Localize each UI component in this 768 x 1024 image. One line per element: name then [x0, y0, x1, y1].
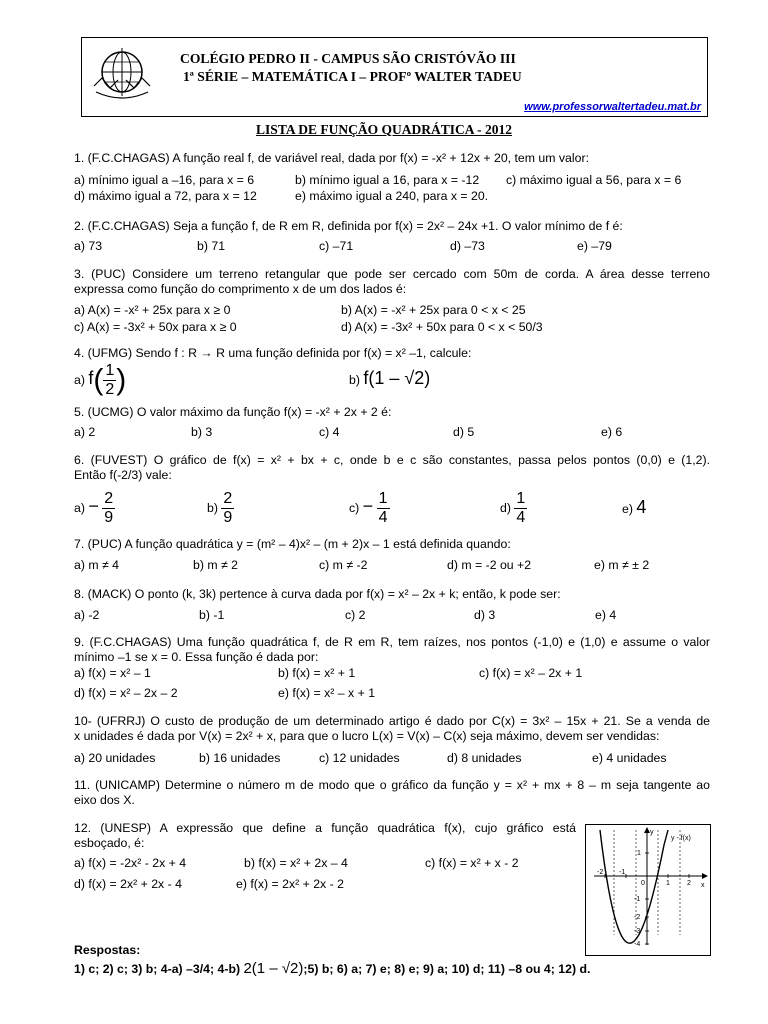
- q2-option-a: a) 73: [74, 239, 103, 253]
- q6-option-d: d) $\frac{1}{4}$: [500, 490, 526, 526]
- q7-option-b: b) m ≠ 2: [193, 558, 239, 572]
- q10-option-a: a) 20 unidades: [74, 751, 156, 765]
- q3-stem-line2: expressa como função do comprimento x de um dos lados é:: [74, 282, 407, 296]
- q11-stem-line2: eixo dos X.: [74, 793, 135, 807]
- q5-option-a: a) 2: [74, 425, 96, 439]
- q12-option-a: a) f(x) = -2x² - 2x + 4: [74, 856, 187, 870]
- q12-parabola-graph: [585, 824, 711, 956]
- q3-option-a: a) A(x) = -x² + 25x para x ≥ 0: [74, 303, 231, 317]
- q4-stem: 4. (UFMG) Sendo f : R → R uma função definida por f(x) = x² –1, calcule:: [74, 346, 472, 360]
- q7-option-c: c) m ≠ -2: [319, 558, 368, 572]
- q3-stem-line1: 3. (PUC) Considere um terreno retangular que pode ser cercado com 50m de corda. A área desse terreno: [74, 267, 710, 281]
- q10-option-b: b) 16 unidades: [199, 751, 281, 765]
- q5-option-e: e) 6: [601, 425, 623, 439]
- q6-stem-line2: Então f(-2/3) vale:: [74, 468, 172, 482]
- q2-option-c: c) –71: [319, 239, 354, 253]
- x-tick-label: 2: [687, 880, 691, 887]
- q11-stem-line1: 11. (UNICAMP) Determine o número m de modo que o gráfico da função y = x² + mx + 8 – m seja tangente ao: [74, 778, 710, 792]
- q12-option-c: c) f(x) = x² + x - 2: [425, 856, 519, 870]
- q8-option-b: b) -1: [199, 608, 225, 622]
- q7-option-a: a) m ≠ 4: [74, 558, 120, 572]
- q9-stem-line1: 9. (F.C.CHAGAS) Uma função quadrática f, de R em R, tem raízes, nos pontos (-1,0) e (1,0) e assume o valor: [74, 635, 710, 649]
- q6-option-c: c) − $\frac{1}{4}$: [349, 490, 388, 526]
- page-title: LISTA DE FUNÇÃO QUADRÁTICA - 2012: [256, 122, 512, 137]
- x-tick-label: 1: [666, 880, 670, 887]
- q1-option-a: a) mínimo igual a –16, para x = 6: [74, 173, 255, 187]
- q10-stem-line2: x unidades é dada por V(x) = 2x² + x, para que o lucro L(x) = V(x) – C(x) seja máximo, devem ser vendidas:: [74, 729, 660, 743]
- q3-option-d: d) A(x) = -3x² + 50x para 0 < x < 50/3: [341, 320, 543, 334]
- graph-legend: y - f(x): [671, 835, 691, 842]
- y-tick-label: -4: [634, 941, 641, 948]
- y-tick-label: -3: [634, 928, 641, 935]
- q5-option-d: d) 5: [453, 425, 475, 439]
- q9-option-b: b) f(x) = x² + 1: [278, 666, 356, 680]
- q5-option-b: b) 3: [191, 425, 213, 439]
- q2-option-e: e) –79: [577, 239, 612, 253]
- q9-option-d: d) f(x) = x² – 2x – 2: [74, 686, 178, 700]
- answers-line: 1) c; 2) c; 3) b; 4-a) –3/4; 4-b) 2(1 – √2);5) b; 6) a; 7) e; 8) e; 9) a; 10) d; 11) –8 ou 4; 12) d.: [74, 960, 591, 977]
- school-name: COLÉGIO PEDRO II - CAMPUS SÃO CRISTÓVÃO III: [180, 51, 516, 66]
- q1-option-b: b) mínimo igual a 16, para x = -12: [295, 173, 480, 187]
- q10-option-c: c) 12 unidades: [319, 751, 400, 765]
- q8-option-c: c) 2: [345, 608, 366, 622]
- school-crest-icon: [90, 42, 154, 106]
- y-tick-label: 1: [637, 850, 641, 857]
- fraction: $\frac{1}{2}$: [105, 362, 115, 398]
- q12-option-d: d) f(x) = 2x² + 2x - 4: [74, 877, 182, 891]
- q12-option-b: b) f(x) = x² + 2x – 4: [244, 856, 348, 870]
- q6-option-e: e) 4: [622, 497, 647, 517]
- q5-option-c: c) 4: [319, 425, 340, 439]
- q6-option-b: b) $\frac{2}{9}$: [207, 490, 233, 526]
- header-box: [81, 37, 708, 117]
- website-link[interactable]: www.professorwaltertadeu.mat.br: [524, 101, 701, 113]
- q2-option-d: d) –73: [450, 239, 485, 253]
- q3-option-b: b) A(x) = -x² + 25x para 0 < x < 25: [341, 303, 526, 317]
- q10-stem-line1: 10- (UFRRJ) O custo de produção de um determinado artigo é dado por C(x) = 3x² – 15x + 21. Se a venda de: [74, 714, 710, 728]
- y-tick-label: -1: [634, 896, 641, 903]
- q10-option-e: e) 4 unidades: [592, 751, 667, 765]
- q4-option-b: b) f(1 – √2): [349, 368, 431, 388]
- answers-label: Respostas:: [74, 943, 141, 957]
- x-tick-label: -2: [597, 869, 604, 876]
- q12-stem-line1: 12. (UNESP) A expressão que define a função quadrática f(x), cujo gráfico está: [74, 821, 576, 835]
- q2-option-b: b) 71: [197, 239, 226, 253]
- q3-option-c: c) A(x) = -3x² + 50x para x ≥ 0: [74, 320, 237, 334]
- x-tick-label: -1: [619, 869, 626, 876]
- q12-stem-line2: esboçado, é:: [74, 836, 145, 850]
- q9-option-e: e) f(x) = x² – x + 1: [278, 686, 376, 700]
- q8-option-d: d) 3: [474, 608, 496, 622]
- y-axis-label: y: [650, 829, 654, 836]
- x-tick-label: 0: [641, 880, 645, 887]
- q7-option-e: e) m ≠ ± 2: [594, 558, 650, 572]
- q7-stem: 7. (PUC) A função quadrática y = (m² – 4)x² – (m + 2)x – 1 está definida quando:: [74, 537, 511, 551]
- q8-option-e: e) 4: [595, 608, 617, 622]
- q8-stem: 8. (MACK) O ponto (k, 3k) pertence à curva dada por f(x) = x² – 2x + k; então, k pode ser:: [74, 587, 561, 601]
- q1-option-d: d) máximo igual a 72, para x = 12: [74, 189, 257, 203]
- q1-option-c: c) máximo igual a 56, para x = 6: [506, 173, 682, 187]
- q8-option-a: a) -2: [74, 608, 100, 622]
- q1-option-e: e) máximo igual a 240, para x = 20.: [295, 189, 489, 203]
- answer-expression: 2(1 – √2): [243, 960, 304, 977]
- q6-stem-line1: 6. (FUVEST) O gráfico de f(x) = x² + bx + c, onde b e c são constantes, passa pelos pontos (0,0) e (1,2).: [74, 453, 710, 467]
- q9-option-a: a) f(x) = x² – 1: [74, 666, 151, 680]
- q7-option-d: d) m = -2 ou +2: [447, 558, 532, 572]
- q5-stem: 5. (UCMG) O valor máximo da função f(x) = -x² + 2x + 2 é:: [74, 405, 392, 419]
- course-info: 1ª SÉRIE – MATEMÁTICA I – PROFº WALTER TADEU: [183, 69, 522, 84]
- q6-option-a: a) − $\frac{2}{9}$: [74, 490, 114, 526]
- q9-option-c: c) f(x) = x² – 2x + 1: [479, 666, 583, 680]
- q10-option-d: d) 8 unidades: [447, 751, 522, 765]
- y-tick-label: -2: [634, 914, 641, 921]
- q9-stem-line2: mínimo –1 se x = 0. Essa função é dada por:: [74, 650, 319, 664]
- q12-option-e: e) f(x) = 2x² + 2x - 2: [236, 877, 344, 891]
- q4-option-a: a) f( $\frac{1}{2}$ ): [74, 362, 127, 398]
- q2-stem: 2. (F.C.CHAGAS) Seja a função f, de R em R, definida por f(x) = 2x² – 24x +1. O valor mínimo de f é:: [74, 219, 623, 233]
- q1-stem: 1. (F.C.CHAGAS) A função real f, de variável real, dada por f(x) = -x² + 12x + 20, tem um valor:: [74, 151, 589, 165]
- x-axis-label: x: [701, 882, 705, 889]
